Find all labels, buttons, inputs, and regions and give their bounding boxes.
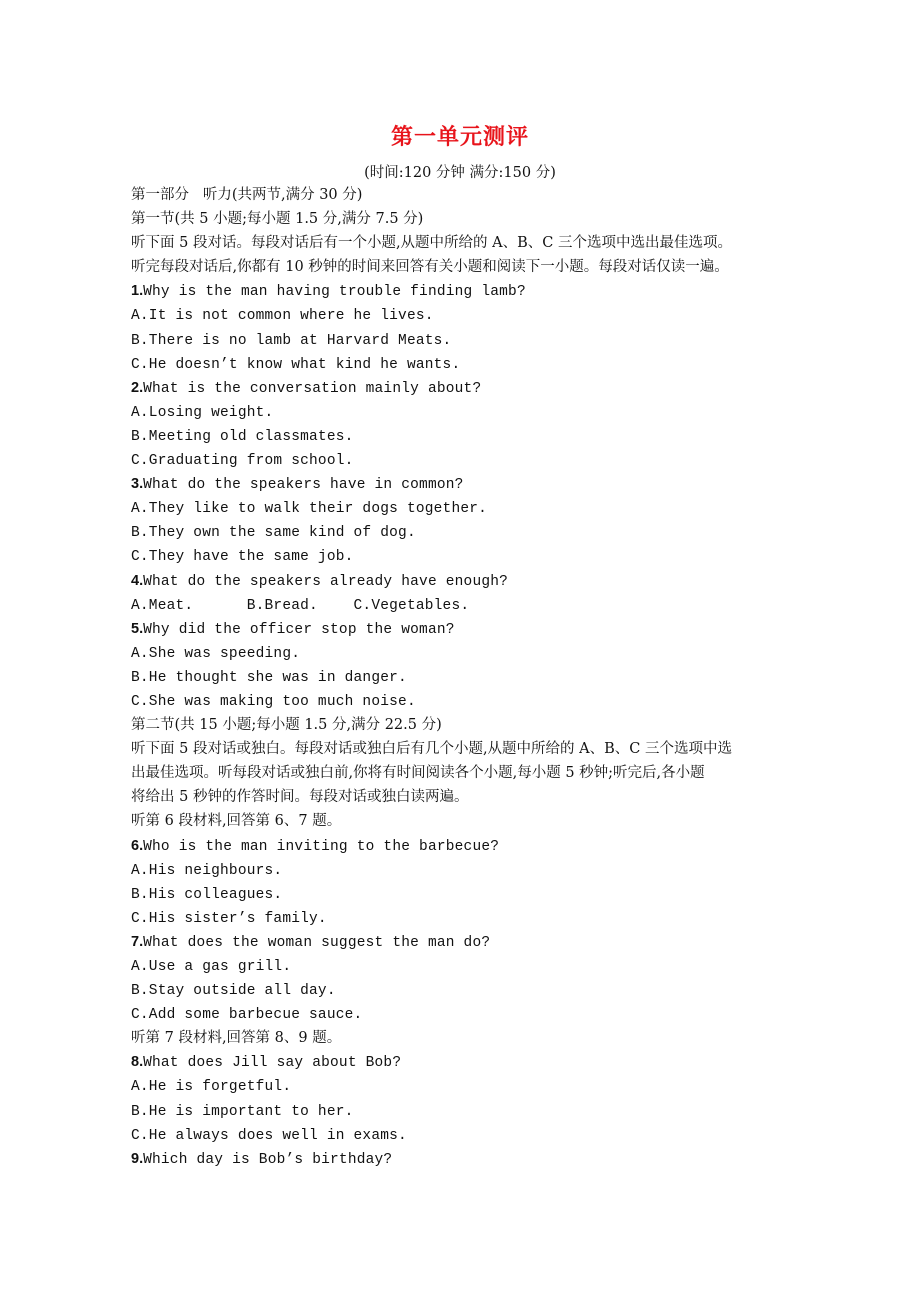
text-line	[131, 255, 801, 279]
question-line	[131, 834, 801, 858]
line-text: C.His sister’s family.	[131, 910, 327, 927]
line-text: B.Stay outside all day.	[131, 983, 336, 1000]
line-text: A.She was speeding.	[131, 645, 301, 662]
line-text: A.His neighbours.	[131, 862, 283, 879]
time-and-score: (时间:120 分钟 满分:150 分)	[364, 165, 556, 181]
text-line	[131, 978, 801, 1002]
question-line	[131, 472, 801, 496]
line-text: 听第 6 段材料,回答第 6、7 题。	[131, 813, 342, 830]
document-title: 第一单元测评	[390, 124, 529, 150]
line-text: B.He thought she was in danger.	[131, 669, 407, 686]
text-line	[131, 593, 801, 617]
line-text: C.He doesn’t know what kind he wants.	[131, 356, 461, 373]
text-line	[131, 352, 801, 376]
text-line	[131, 424, 801, 448]
text-line	[131, 1099, 801, 1123]
question-text: What does Jill say about Bob?	[143, 1055, 402, 1072]
line-text: 出最佳选项。听每段对话或独白前,你将有时间阅读各个小题,每小题 5 秒钟;听完后,各小题	[131, 765, 705, 782]
text-line	[131, 207, 801, 231]
question-text: Why did the officer stop the woman?	[143, 621, 455, 638]
document-body	[131, 183, 801, 1171]
text-line	[131, 809, 801, 833]
line-text: C.Add some barbecue sauce.	[131, 1007, 363, 1024]
line-text: B.His colleagues.	[131, 886, 283, 903]
question-text: Why is the man having trouble finding lamb?	[143, 284, 526, 301]
line-text: 听下面 5 段对话。每段对话后有一个小题,从题中所给的 A、B、C 三个选项中选出最佳选项。	[131, 235, 732, 252]
question-line	[131, 1050, 801, 1074]
question-text: What is the conversation mainly about?	[143, 380, 482, 397]
line-text: A.It is not common where he lives.	[131, 308, 434, 325]
text-line	[131, 448, 801, 472]
text-line	[131, 1002, 801, 1026]
line-text: 听第 7 段材料,回答第 8、9 题。	[131, 1030, 342, 1047]
question-line	[131, 617, 801, 641]
question-text: Which day is Bob’s birthday?	[143, 1151, 393, 1168]
line-text: 听完每段对话后,你都有 10 秒钟的时间来回答有关小题和阅读下一小题。每段对话仅读一遍。	[131, 259, 729, 276]
line-text: B.There is no lamb at Harvard Meats.	[131, 332, 452, 349]
text-line	[131, 183, 801, 207]
line-text: A.Use a gas grill.	[131, 959, 292, 975]
question-line	[131, 279, 801, 303]
question-text: What do the speakers already have enough?	[143, 573, 509, 590]
text-line	[131, 231, 801, 255]
text-line	[131, 689, 801, 713]
question-number: 7.	[131, 933, 144, 950]
text-line	[131, 641, 801, 665]
question-number: 2.	[131, 379, 144, 396]
text-line	[131, 785, 801, 809]
line-text: C.He always does well in exams.	[131, 1127, 407, 1144]
text-line	[131, 954, 801, 978]
question-text: Who is the man inviting to the barbecue?	[143, 838, 500, 855]
question-number: 5.	[131, 620, 144, 637]
question-number: 6.	[131, 837, 144, 854]
question-line	[131, 569, 801, 593]
question-line	[131, 930, 801, 954]
text-line	[131, 737, 801, 761]
text-line	[131, 858, 801, 882]
text-line	[131, 400, 801, 424]
text-line	[131, 328, 801, 352]
line-text: 第一节(共 5 小题;每小题 1.5 分,满分 7.5 分)	[131, 211, 424, 228]
question-number: 8.	[131, 1054, 144, 1071]
text-line	[131, 906, 801, 930]
text-line	[131, 496, 801, 520]
line-text: B.They own the same kind of dog.	[131, 525, 416, 542]
question-number: 9.	[131, 1150, 144, 1167]
line-text: C.Graduating from school.	[131, 453, 354, 470]
line-text: 第一部分 听力(共两节,满分 30 分)	[131, 187, 363, 203]
line-text: C.She was making too much noise.	[131, 693, 416, 710]
line-text: A.They like to walk their dogs together.	[131, 501, 488, 518]
line-text: B.Meeting old classmates.	[131, 428, 354, 445]
line-text: 听下面 5 段对话或独白。每段对话或独白后有几个小题,从题中所给的 A、B、C 三个选项中选	[131, 741, 732, 758]
text-line	[131, 520, 801, 544]
question-line	[131, 376, 801, 400]
question-text: What does the woman suggest the man do?	[143, 934, 491, 951]
line-text: A.He is forgetful.	[131, 1079, 292, 1096]
text-line	[131, 1123, 801, 1147]
text-line	[131, 303, 801, 327]
text-line	[131, 1074, 801, 1098]
line-text: 第二节(共 15 小题;每小题 1.5 分,满分 22.5 分)	[131, 717, 442, 734]
line-text: C.They have the same job.	[131, 549, 354, 566]
text-line	[131, 665, 801, 689]
question-number: 3.	[131, 476, 144, 493]
text-line	[131, 544, 801, 568]
line-text: A.Meat. B.Bread. C.Vegetables.	[131, 597, 470, 614]
text-line	[131, 761, 801, 785]
question-number: 4.	[131, 572, 144, 589]
text-line	[131, 882, 801, 906]
question-number: 1.	[131, 283, 144, 300]
line-text: B.He is important to her.	[131, 1103, 354, 1120]
text-line	[131, 1026, 801, 1050]
text-line	[131, 713, 801, 737]
line-text: A.Losing weight.	[131, 404, 274, 421]
line-text: 将给出 5 秒钟的作答时间。每段对话或独白读两遍。	[131, 789, 469, 806]
question-text: What do the speakers have in common?	[143, 477, 464, 494]
question-line	[131, 1147, 801, 1171]
